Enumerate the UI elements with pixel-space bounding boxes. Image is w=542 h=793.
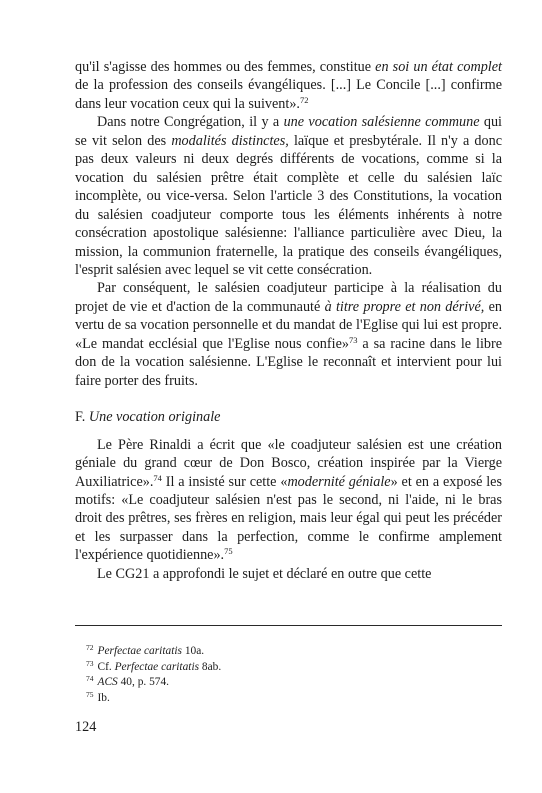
italic-text: modalités distinctes, [171,132,289,149]
italic-text: modernité géniale [287,473,391,490]
italic-text: ACS [97,676,118,689]
text-run: laïque et presbytérale. Il n'y a donc pas deux valeurs ni deux degrés différents de vocations, comme si la vocation du salésien prêtre était complète et celle du salésien laïc incomplète, ou vice-versa. Selon l'article 3 des Constitutions, la vocation du salésien coadjuteur comporte tous les éléments inhérents à notre consécration apostolique salésienne: l'alliance particulière avec Dieu, la mission, la communion fraternelle, la pratique des conseils évangéliques, l'esprit salésien avec lequel se vit cette consécration. [75,132,503,278]
footnote-number: 72 [86,643,94,652]
paragraph [75,113,502,279]
italic-text: à titre propre et non dérivé, [324,298,485,315]
text-run: de la profession des conseils évangéliques. [...] Le Concile [...] confirme dans leur vocation ceux qui la suivent». [75,77,502,112]
italic-text: Perfectae caritatis [97,645,182,657]
section-heading [75,408,502,426]
footnote-number: 73 [86,658,94,668]
paragraph [75,565,502,583]
footnote-divider [75,625,502,626]
text-run: 40, p. 574. [117,676,170,689]
text-run: qu'il s'agisse des hommes ou des femmes, constitue [75,59,376,75]
footnote [86,644,486,660]
body-text [75,58,502,583]
text-run: 8ab. [199,660,222,673]
italic-text: Perfectae caritatis [114,660,200,673]
text-run: Par conséquent, le salésien coadjuteur participe à la réalisation du projet de vie et d'action de la communauté [75,280,502,315]
footnote-number: 75 [86,689,94,699]
text-run: a sa racine dans le libre don de la vocation salésienne. L'Eglise le reconnaît et intervient pour lui faire porter des fruits. [75,335,503,389]
footnote-ref: 75 [224,546,233,557]
footnotes [86,644,486,706]
footnote-ref: 73 [348,334,358,345]
italic-text: en soi un état complet [375,59,502,75]
text-run: Cf. [97,660,115,673]
text-run: Le CG21 a approfondi le sujet et déclaré en outre que cette [97,565,432,582]
text-run: en vertu de sa vocation personnelle et du mandat de l'Eglise qui lui est propre. «Le mandat ecclésial que l'Eglise nous confie» [75,298,502,352]
footnote-ref: 74 [153,472,162,483]
footnote [86,660,486,676]
text-run: Le Père Rinaldi a écrit que «le coadjuteur salésien est une création géniale du grand cœur de Don Bosco, création inspirée par la Vierge Auxiliatrice». [75,436,502,490]
text-run: 10a. [181,645,205,657]
text-run: F. [75,409,89,426]
footnote-number: 74 [86,674,94,684]
text-run: Il a insisté sur cette « [161,473,288,490]
paragraph [75,279,502,390]
page-number: 124 [75,719,97,735]
italic-text: une vocation salésienne commune [283,114,480,131]
text-run: qui se vit selon des [75,114,502,149]
text-run: Ib. [97,691,110,704]
text-run: » et en a exposé les motifs: «Le coadjuteur salésien n'est pas le second, ni l'aide, ni le bras droit des prêtres, ses frères en religion, mais leur égal qui peut les précéder et les surpasser dans la perfection, comme le confirme amplement l'expérience quotidienne». [75,473,502,564]
italic-text: Une vocation originale [88,409,221,426]
footnote [86,675,486,691]
footnote-ref: 72 [299,94,309,105]
footnote [86,691,486,707]
paragraph [75,436,502,565]
text-run: Dans notre Congrégation, il y a [97,114,284,131]
paragraph [75,58,502,113]
